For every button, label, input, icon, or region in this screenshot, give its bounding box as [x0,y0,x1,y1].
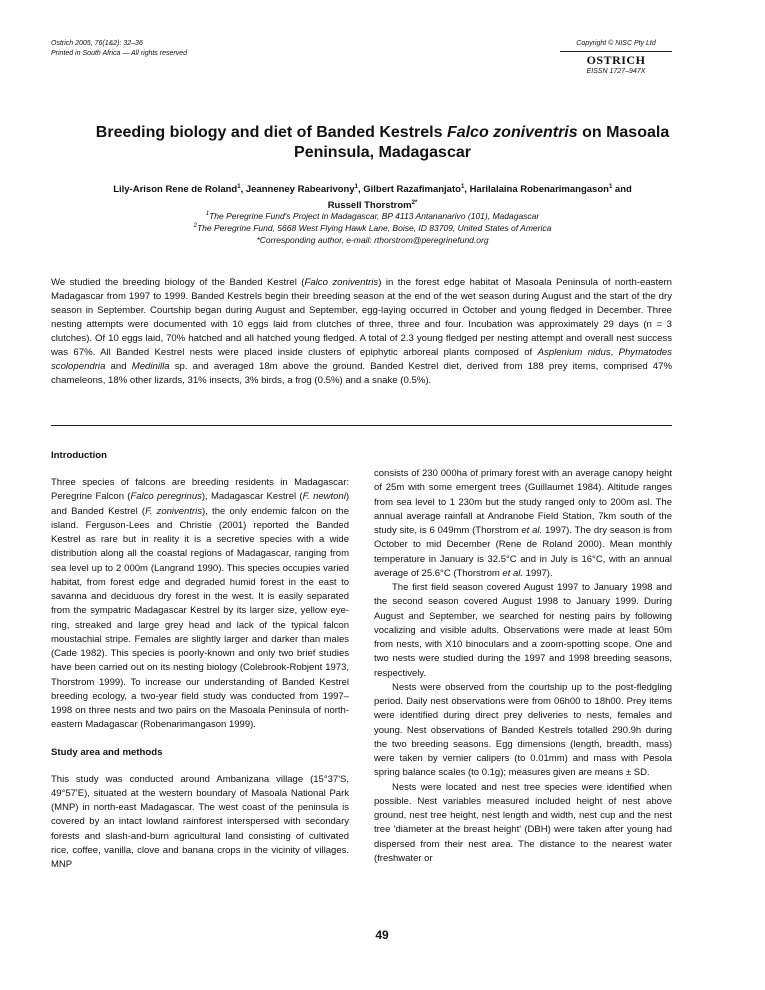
intro-text: ), the only endemic falcon on the island. Ferguson-Lees and Christie (2001) reported the Banded Kestrel as rare but in reality it is a secretive species with a wide distribution along all the coastal regions of Madagascar, ranging from sea level up to 2 000m (Langrand 1990). This species occupies varied habitat, from forest edge and degraded humid forest in the east to savanna and deciduous dry forest in the west. It is easily separated from the sympatric Madagascar Kestrel by its larger size, yellow eye-ring, streaked and large grey head and lack of the typical falcon moustachial stripe. Females are slightly larger and darker than males (Cade 1982). This species is poorly-known and only two brief studies have been carried out on its nesting biology (Colebrook-Robjent 1973, Thorstrom 1999). To increase our understanding of Banded Kestrel breeding ecology, a two-year field study was conducted from 1997–1998 on three nests and two pairs on the Masoala Peninsula of north-eastern Madagascar (Robenarimangason 1999). [51,505,349,731]
abstract-species: Phymatodes scolopendria [51,347,672,372]
abstract-species: Medinilla [131,361,170,372]
et-al: et al. [521,525,543,536]
abstract-text: , [610,347,619,358]
affiliation-2 [40,222,705,234]
body-text: 1997). The dry season is from October to mid December (Rene de Roland 2000). Mean monthly temperature in January is 32.5°C and in July is 16°C, with an annual average of 25.6°C (Thorstrom [374,525,672,579]
author-4: Harilalaina Robenarimangason [469,184,609,195]
author-2: Jeanneney Rabearivony [245,184,355,195]
abstract-species: Falco zoniventris [304,277,379,288]
title-part1: Breeding biology and diet of Banded Kestrels [95,124,447,141]
affil-mark: 2 [193,223,197,230]
spacer [51,463,349,476]
author-list: Lily-Arison Rene de Roland$^1$, Jeanneney Rabearivony$^1$, Gilbert Razafimanjato$^1$, Harilalaina Robenarimangason$^1$ and Russell Thorstrom$^{2*}$ [113,183,632,211]
body-text: consists of 230 000ha of primary forest with an average canopy height of 25m with some emergent trees (Guillaumet 1984). Altitude ranges from sea level to 1 230m but the study ranged only to 200m asl. The annual average rainfall at Andranobe Field Station, 7km south of the study site, is 6 049mm (Thorstrom [374,468,672,536]
affiliations [40,210,705,246]
corresponding-author: *Corresponding author, e-mail: rthorstrom@peregrinefund.org [256,235,489,245]
intro-species: F. newtoni [302,491,346,503]
eissn-line: EISSN 1727–947X [586,68,646,75]
article-title [60,123,705,163]
title-species: Falco zoniventris [446,124,578,141]
affiliation-1-text: The Peregrine Fund's Project in Madagascar, BP 4113 Antananarivo (101), Madagascar [209,211,540,221]
affil-mark: 1 [354,183,358,190]
journal-header [560,39,672,77]
copyright-line: Copyright © NISC Pty Ltd [576,40,656,47]
intro-paragraph [51,476,349,733]
author-1: Lily-Arison Rene de Roland [113,184,238,195]
et-al: et al. [502,567,524,579]
abstract-species: Asplenium nidus [537,347,611,358]
abstract-divider [51,425,672,426]
corresponding-mark: * [414,199,418,206]
intro-species: F. zoniventris [145,505,202,517]
abstract-text: and [105,361,132,372]
intro-text: Three species of falcons are breeding residents in Madagascar: Peregrine Falcon ( [51,477,349,503]
field-season-paragraph: The first field season covered August 1997 to January 1998 and the second season covered August 1998 to January 1999. During August and September, we searched for nesting pairs by following vocalizing and visible adults. Observations were made at least 50m from nests, with X10 binoculars and a zoom-spotting scope. One and two nests were studied during the 1997 and 1998 breeding seasons, respectively. [374,582,672,679]
author-and: and [612,184,632,195]
right-column [374,467,672,866]
affil-mark: 2 [411,199,415,206]
nest-observation-paragraph: Nests were observed from the courtship up to the post-fledgling period. Daily nest observations were from 06h00 to 18h00. Prey items were identified during direct prey deliveries to nests, females and young. Nest observations of Banded Kestrels totalled 290.9h during the two breeding seasons. Egg dimensions (length, breadth, mass) were taken by vernier calipers (to 0.01mm) and mass with Pesola spring balance scales (to 0.1g); measures given are means ± SD. [374,681,672,779]
intro-text: ) and Banded Kestrel ( [51,491,349,517]
methods-paragraph: This study was conducted around Ambanizana village (15°37'S, 49°57'E), situated at the western boundary of Masoala National Park (MNP) in north-east Madagascar. The west coast of the peninsula is covered by an intact lowland rainforest interspersed with secondary forests and slash-and-burn agricultural land consisting of cultivated rice, coffee, vanilla, clove and banana crops in the vicinity of villages. MNP [51,773,349,870]
title-part2: on Masoala Peninsula, Madagascar [294,124,670,161]
printed-line: Printed in South Africa — All rights reserved [51,50,188,57]
intro-heading: Introduction [51,450,107,461]
author-5: Russell Thorstrom [327,200,412,211]
affil-mark: 1 [460,183,465,190]
abstract-text: sp. and averaged 18m above the ground. Banded Kestrel diet, derived from 188 prey items, comprised 47% chameleons, 18% other lizards, 31% insects, 3% birds, a frog (0.5%) and a snake (0.5%). [51,361,673,386]
citation-line: Ostrich 2005, 76(1&2): 32–36 [51,40,143,47]
study-area-paragraph [374,467,672,581]
intro-species: Falco peregrinus [130,491,202,503]
header-rule [560,51,672,52]
spacer [51,760,349,773]
citation-header [51,39,187,59]
affil-mark: 1 [237,183,241,190]
nest-variables-paragraph: Nests were located and nest tree species were identified when possible. Nest variables measured included height of nest above ground, nest tree height, nest length and width, nest cup and the nest tree 'diameter at the breast height' (DBH) were taken after young had dispersed from their nest area. The distance to the nearest water (freshwater or [374,781,672,864]
affil-mark: 1 [608,183,613,190]
abstract [51,276,672,388]
affiliation-1 [40,210,705,222]
intro-text: ), Madagascar Kestrel ( [201,491,303,503]
abstract-text: ) in the forest edge habitat of Masoala Peninsula of north-eastern Madagascar from 1997 to 1999. Banded Kestrels begin their breeding season at the end of the wet season during August and the start of the dry season in September. Courtship began during August and September, egg-laying occurred in October and young fledged in December. Three nesting attempts were documented with 10 eggs laid from clutches of three, three and four. Incubation was approximately 29 days (n = 3 clutches). Of 10 eggs laid, 70% hatched and all hatched young fledged. A total of 2.3 young fledged per nesting attempt and overall nest success was 67%. All Banded Kestrel nests were placed inside clusters of epiphytic arboreal plants composed of [51,277,672,358]
affil-mark: 1 [205,211,210,218]
left-column [51,449,349,872]
journal-name: OSTRICH [586,53,646,67]
affiliation-2-text: The Peregrine Fund, 5668 West Flying Hawk Lane, Boise, ID 83709, United States of America [196,223,552,233]
page-number: 49 [375,928,389,942]
body-text: 1997). [523,567,553,579]
methods-heading: Study area and methods [51,746,163,758]
spacer [51,733,349,746]
abstract-text: We studied the breeding biology of the Banded Kestrel ( [51,277,305,288]
author-3: Gilbert Razafimanjato [363,184,461,195]
